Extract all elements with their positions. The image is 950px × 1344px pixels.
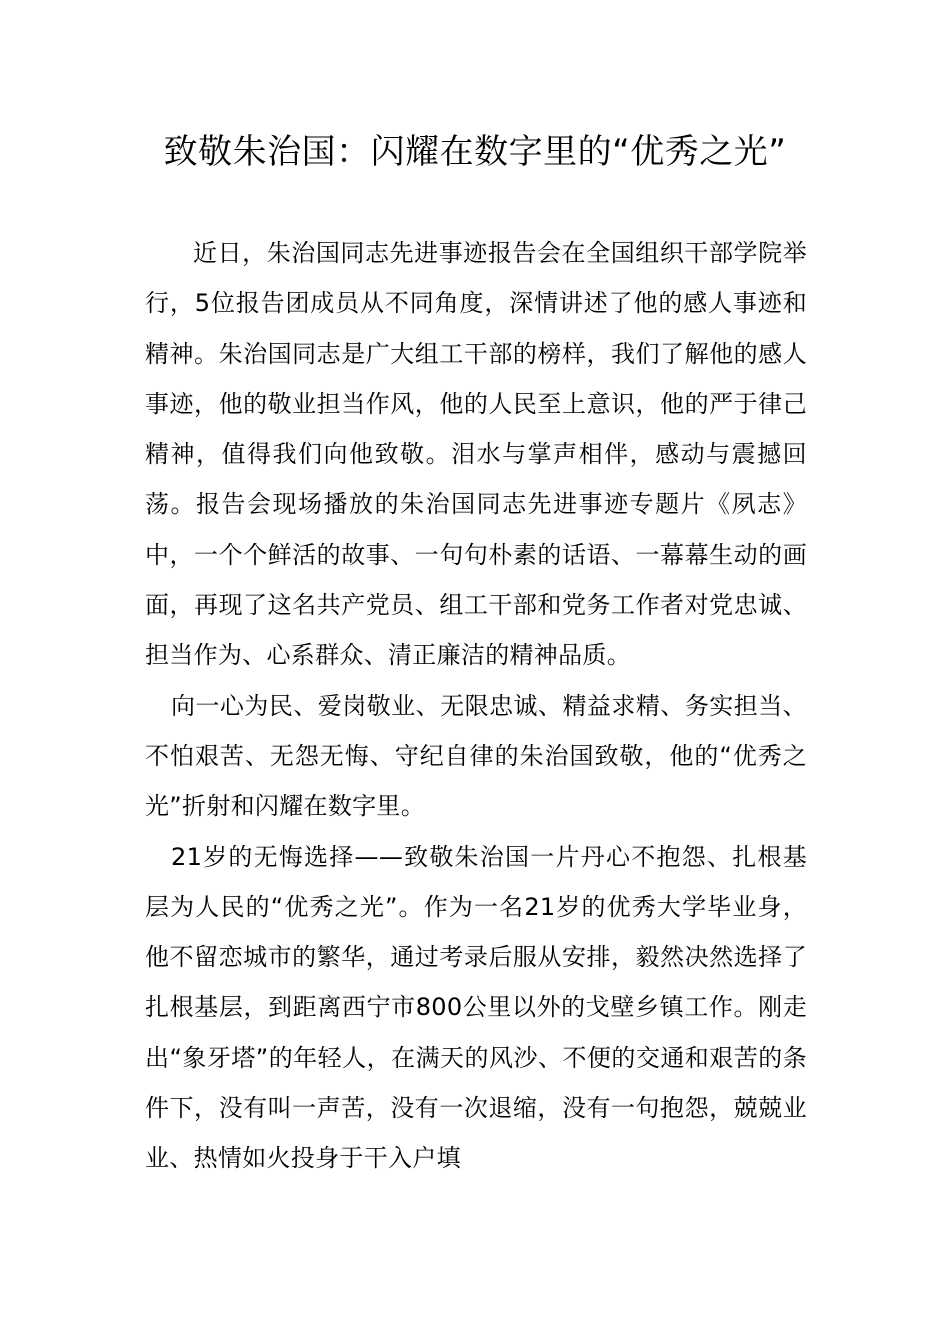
document-title: 致敬朱治国：闪耀在数字里的“优秀之光” <box>163 132 787 172</box>
document-body <box>145 228 807 1184</box>
paragraph-3: 21岁的无悔选择——致敬朱治国一片丹心不抱怨、扎根基层为人民的“优秀之光”。作为一名21岁的优秀大学毕业身，他不留恋城市的繁华，通过考录后服从安排，毅然决然选择了扎根基层，到距离西宁市800公里以外的戈壁乡镇工作。刚走出“象牙塔”的年轻人，在满天的风沙、不便的交通和艰苦的条件下，没有叫一声苦，没有一次退缩，没有一句抱怨，兢兢业业、热情如火投身于干入户填 <box>145 842 807 1173</box>
paragraph-1: 近日，朱治国同志先进事迹报告会在全国组织干部学院举行，5位报告团成员从不同角度，深情讲述了他的感人事迹和精神。朱治国同志是广大组工干部的榜样，我们了解他的感人事迹，他的敬业担当作风，他的人民至上意识，他的严于律己精神，值得我们向他致敬。泪水与掌声相伴，感动与震撼回荡。报告会现场播放的朱治国同志先进事迹专题片《夙志》中，一个个鲜活的故事、一句句朴素的话语、一幕幕生动的画面，再现了这名共产党员、组工干部和党务工作者对党忠诚、担当作为、心系群众、清正廉洁的精神品质。 <box>145 239 807 670</box>
paragraph-2: 向一心为民、爱岗敬业、无限忠诚、精益求精、务实担当、不怕艰苦、无怨无悔、守纪自律的朱治国致敬，他的“优秀之光”折射和闪耀在数字里。 <box>145 691 807 821</box>
